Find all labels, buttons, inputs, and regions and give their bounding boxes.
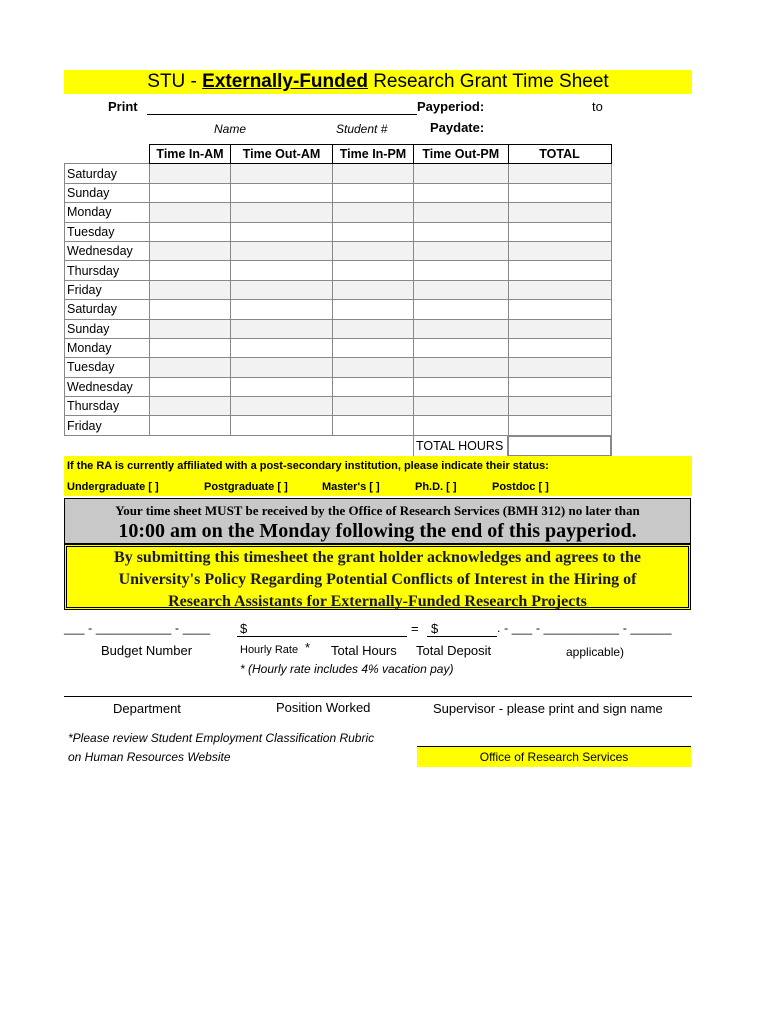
time-out-pm-cell[interactable] [414, 164, 509, 183]
title-suffix: Research Grant Time Sheet [367, 71, 609, 92]
time-in-pm-cell[interactable] [333, 377, 414, 396]
table-row [65, 261, 612, 280]
time-out-am-cell[interactable] [231, 358, 333, 377]
table-header-row [65, 145, 612, 164]
day-label: Thursday [65, 261, 150, 280]
time-out-am-cell[interactable] [231, 280, 333, 299]
ack-line-1: By submitting this timesheet the grant holder acknowledges and agrees to the [114, 549, 641, 566]
time-in-am-cell[interactable] [150, 280, 231, 299]
total-cell[interactable] [508, 222, 611, 241]
table-row [65, 300, 612, 319]
title-emphasis: Externally-Funded [202, 71, 368, 92]
status-section [64, 456, 692, 496]
time-in-pm-cell[interactable] [333, 203, 414, 222]
time-out-am-cell[interactable] [231, 397, 333, 416]
hourly-rate-star: * [305, 640, 311, 655]
col-time-out-am: Time Out-AM [231, 145, 333, 164]
time-in-pm-cell[interactable] [333, 164, 414, 183]
time-out-am-cell[interactable] [231, 319, 333, 338]
time-in-am-cell[interactable] [150, 164, 231, 183]
time-out-am-cell[interactable] [231, 338, 333, 357]
time-in-pm-cell[interactable] [333, 222, 414, 241]
time-out-am-cell[interactable] [231, 300, 333, 319]
time-in-am-cell[interactable] [150, 319, 231, 338]
time-in-am-cell[interactable] [150, 397, 231, 416]
status-option-undergraduate[interactable]: Undergraduate [ ] [67, 481, 159, 493]
day-label: Sunday [65, 183, 150, 202]
time-in-am-cell[interactable] [150, 338, 231, 357]
col-time-in-pm: Time In-PM [333, 145, 414, 164]
status-option-postdoc[interactable]: Postdoc [ ] [492, 481, 549, 493]
paydate-label: Paydate: [430, 120, 485, 135]
total-cell[interactable] [508, 261, 611, 280]
col-time-out-pm: Time Out-PM [414, 145, 509, 164]
hourly-rate-field[interactable] [237, 636, 407, 637]
time-out-pm-cell[interactable] [414, 241, 509, 260]
time-in-pm-cell[interactable] [333, 241, 414, 260]
total-cell[interactable] [508, 164, 611, 183]
budget-number-field[interactable]: ___ - ___________ - ____ [64, 621, 211, 635]
time-out-am-cell[interactable] [231, 377, 333, 396]
time-out-pm-cell[interactable] [414, 358, 509, 377]
page-title [64, 70, 692, 94]
time-out-pm-cell[interactable] [414, 203, 509, 222]
time-out-pm-cell[interactable] [414, 416, 509, 436]
col-time-in-am: Time In-AM [150, 145, 231, 164]
time-out-pm-cell[interactable] [414, 280, 509, 299]
time-in-pm-cell[interactable] [333, 397, 414, 416]
day-label: Tuesday [65, 222, 150, 241]
time-out-am-cell[interactable] [231, 203, 333, 222]
table-row [65, 358, 612, 377]
signoff-line[interactable] [64, 696, 692, 697]
dollar-sign-1: $ [240, 621, 248, 636]
time-in-pm-cell[interactable] [333, 280, 414, 299]
time-in-am-cell[interactable] [150, 261, 231, 280]
time-in-pm-cell[interactable] [333, 338, 414, 357]
table-row [65, 377, 612, 396]
ack-line-3: Research Assistants for Externally-Funded Research Projects [168, 593, 587, 610]
deadline-notice [64, 498, 691, 544]
table-row [65, 222, 612, 241]
day-label: Thursday [65, 397, 150, 416]
time-in-am-cell[interactable] [150, 300, 231, 319]
to-label: to [592, 99, 603, 114]
time-out-pm-cell[interactable] [414, 338, 509, 357]
total-cell[interactable] [508, 319, 611, 338]
table-row [65, 183, 612, 202]
total-cell[interactable] [508, 358, 611, 377]
name-label: Name [214, 122, 247, 136]
time-in-pm-cell[interactable] [333, 358, 414, 377]
department-label: Department [113, 701, 181, 716]
table-row [65, 203, 612, 222]
rubric-note-1: *Please review Student Employment Classification Rubric [68, 731, 375, 745]
table-row [65, 280, 612, 299]
total-cell[interactable] [508, 338, 611, 357]
time-out-pm-cell[interactable] [414, 319, 509, 338]
time-out-pm-cell[interactable] [414, 222, 509, 241]
title-prefix: STU - [147, 71, 203, 92]
total-cell[interactable] [508, 416, 611, 436]
total-cell[interactable] [508, 377, 611, 396]
vacation-pay-note: * (Hourly rate includes 4% vacation pay) [240, 662, 454, 676]
status-option-postgraduate[interactable]: Postgraduate [ ] [204, 481, 288, 493]
day-label: Saturday [65, 164, 150, 183]
time-out-pm-cell[interactable] [414, 183, 509, 202]
time-in-pm-cell[interactable] [333, 416, 414, 436]
time-out-pm-cell[interactable] [414, 261, 509, 280]
time-in-pm-cell[interactable] [333, 261, 414, 280]
time-out-am-cell[interactable] [231, 222, 333, 241]
col-total: TOTAL [508, 145, 611, 164]
table-row [65, 416, 612, 436]
print-label: Print [108, 99, 138, 114]
table-row [65, 397, 612, 416]
office-of-research-services: Office of Research Services [417, 746, 691, 767]
rubric-note-2: on Human Resources Website [68, 750, 231, 764]
deadline-line-2: 10:00 am on the Monday following the end of this payperiod. [118, 520, 637, 542]
time-in-pm-cell[interactable] [333, 183, 414, 202]
time-in-pm-cell[interactable] [333, 300, 414, 319]
day-label: Saturday [65, 300, 150, 319]
print-name-field[interactable] [147, 114, 417, 115]
time-out-am-cell[interactable] [231, 183, 333, 202]
time-in-am-cell[interactable] [150, 241, 231, 260]
applicable-label: applicable) [566, 645, 625, 659]
time-out-am-cell[interactable] [231, 416, 333, 436]
day-label: Friday [65, 416, 150, 436]
time-in-am-cell[interactable] [150, 183, 231, 202]
total-hours-label-bottom: Total Hours [331, 643, 397, 658]
time-in-pm-cell[interactable] [333, 319, 414, 338]
time-in-am-cell[interactable] [150, 203, 231, 222]
timesheet-table [64, 144, 612, 457]
ack-line-2: University's Policy Regarding Potential Conflicts of Interest in the Hiring of [118, 571, 637, 588]
time-out-pm-cell[interactable] [414, 397, 509, 416]
total-hours-field[interactable] [508, 436, 611, 456]
total-deposit-label: Total Deposit [416, 643, 492, 658]
status-option-masters[interactable]: Master's [ ] [322, 481, 380, 493]
supervisor-label: Supervisor - please print and sign name [433, 701, 663, 716]
status-option-phd[interactable]: Ph.D. [ ] [415, 481, 457, 493]
day-label: Wednesday [65, 377, 150, 396]
acknowledgement-box [64, 544, 691, 610]
day-label: Monday [65, 338, 150, 357]
total-hours-label: TOTAL HOURS [414, 436, 509, 456]
time-out-pm-cell[interactable] [414, 377, 509, 396]
day-label: Monday [65, 203, 150, 222]
dollar-sign-2: $ [431, 621, 439, 636]
student-number-label: Student # [336, 122, 388, 136]
day-label: Wednesday [65, 241, 150, 260]
total-cell[interactable] [508, 280, 611, 299]
status-question: If the RA is currently affiliated with a post-secondary institution, please indicate their status: [67, 460, 549, 472]
time-in-am-cell[interactable] [150, 358, 231, 377]
total-cell[interactable] [508, 203, 611, 222]
total-cell[interactable] [508, 183, 611, 202]
table-row [65, 319, 612, 338]
table-row [65, 241, 612, 260]
time-in-am-cell[interactable] [150, 222, 231, 241]
total-deposit-field[interactable] [427, 636, 497, 637]
day-label: Sunday [65, 319, 150, 338]
hourly-rate-label: Hourly Rate [240, 644, 299, 656]
total-hours-row [65, 436, 612, 456]
deadline-line-1: Your time sheet MUST be received by the Office of Research Services (BMH 312) no later than [115, 503, 640, 518]
table-row [65, 338, 612, 357]
total-cell[interactable] [508, 397, 611, 416]
time-out-pm-cell[interactable] [414, 300, 509, 319]
equals-sign: = [411, 621, 419, 636]
time-out-am-cell[interactable] [231, 164, 333, 183]
day-label: Friday [65, 280, 150, 299]
time-in-am-cell[interactable] [150, 416, 231, 436]
total-cell[interactable] [508, 300, 611, 319]
table-row [65, 164, 612, 183]
time-out-am-cell[interactable] [231, 261, 333, 280]
budget-number-label: Budget Number [101, 643, 193, 658]
time-in-am-cell[interactable] [150, 377, 231, 396]
position-label: Position Worked [276, 700, 371, 715]
payperiod-label: Payperiod: [417, 99, 485, 114]
day-label: Tuesday [65, 358, 150, 377]
total-cell[interactable] [508, 241, 611, 260]
time-out-am-cell[interactable] [231, 241, 333, 260]
account-number-field[interactable]: . - ___ - ___________ - ______ [497, 621, 672, 635]
